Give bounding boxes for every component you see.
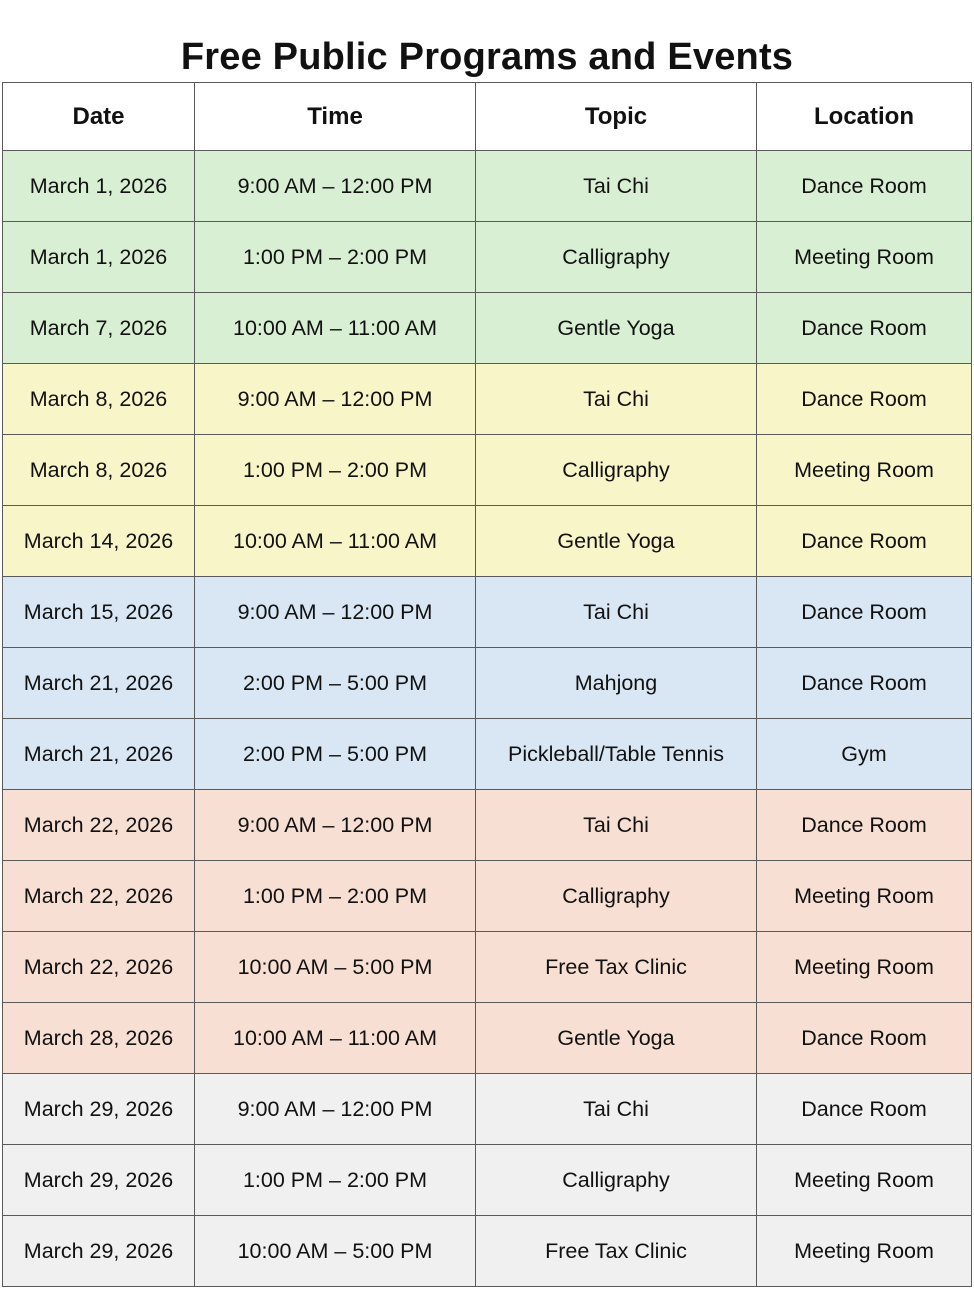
- events-table: [2, 82, 972, 1287]
- table-row: [3, 1216, 972, 1287]
- date-cell: March 7, 2026: [3, 293, 195, 364]
- location-cell: Meeting Room: [757, 1216, 972, 1287]
- location-cell: Dance Room: [757, 293, 972, 364]
- date-cell: March 8, 2026: [3, 435, 195, 506]
- column-header-location: Location: [757, 83, 972, 151]
- time-cell: 10:00 AM – 11:00 AM: [195, 1003, 476, 1074]
- topic-cell: Tai Chi: [476, 577, 757, 648]
- date-cell: March 8, 2026: [3, 364, 195, 435]
- topic-cell: Calligraphy: [476, 222, 757, 293]
- table-row: [3, 932, 972, 1003]
- date-cell: March 21, 2026: [3, 648, 195, 719]
- location-cell: Meeting Room: [757, 861, 972, 932]
- topic-cell: Calligraphy: [476, 435, 757, 506]
- location-cell: Meeting Room: [757, 222, 972, 293]
- location-cell: Dance Room: [757, 1003, 972, 1074]
- location-cell: Dance Room: [757, 790, 972, 861]
- time-cell: 1:00 PM – 2:00 PM: [195, 1145, 476, 1216]
- date-cell: March 1, 2026: [3, 151, 195, 222]
- time-cell: 10:00 AM – 5:00 PM: [195, 932, 476, 1003]
- location-cell: Dance Room: [757, 151, 972, 222]
- table-body: [3, 151, 972, 1287]
- time-cell: 9:00 AM – 12:00 PM: [195, 151, 476, 222]
- location-cell: Meeting Room: [757, 932, 972, 1003]
- date-cell: March 22, 2026: [3, 861, 195, 932]
- table-row: [3, 1145, 972, 1216]
- table-row: [3, 719, 972, 790]
- time-cell: 9:00 AM – 12:00 PM: [195, 577, 476, 648]
- column-header-date: Date: [3, 83, 195, 151]
- date-cell: March 14, 2026: [3, 506, 195, 577]
- topic-cell: Pickleball/Table Tennis: [476, 719, 757, 790]
- topic-cell: Gentle Yoga: [476, 1003, 757, 1074]
- location-cell: Meeting Room: [757, 1145, 972, 1216]
- topic-cell: Free Tax Clinic: [476, 1216, 757, 1287]
- time-cell: 1:00 PM – 2:00 PM: [195, 435, 476, 506]
- date-cell: March 29, 2026: [3, 1216, 195, 1287]
- time-cell: 9:00 AM – 12:00 PM: [195, 364, 476, 435]
- date-cell: March 1, 2026: [3, 222, 195, 293]
- time-cell: 10:00 AM – 11:00 AM: [195, 293, 476, 364]
- topic-cell: Tai Chi: [476, 364, 757, 435]
- topic-cell: Calligraphy: [476, 1145, 757, 1216]
- table-row: [3, 222, 972, 293]
- date-cell: March 28, 2026: [3, 1003, 195, 1074]
- date-cell: March 22, 2026: [3, 790, 195, 861]
- topic-cell: Tai Chi: [476, 1074, 757, 1145]
- location-cell: Dance Room: [757, 1074, 972, 1145]
- time-cell: 2:00 PM – 5:00 PM: [195, 648, 476, 719]
- topic-cell: Tai Chi: [476, 151, 757, 222]
- page-title: Free Public Programs and Events: [180, 36, 794, 79]
- table-row: [3, 435, 972, 506]
- location-cell: Dance Room: [757, 648, 972, 719]
- location-cell: Gym: [757, 719, 972, 790]
- date-cell: March 22, 2026: [3, 932, 195, 1003]
- header-row: [3, 83, 972, 151]
- date-cell: March 21, 2026: [3, 719, 195, 790]
- table-row: [3, 151, 972, 222]
- time-cell: 1:00 PM – 2:00 PM: [195, 861, 476, 932]
- table-row: [3, 648, 972, 719]
- date-cell: March 29, 2026: [3, 1145, 195, 1216]
- topic-cell: Gentle Yoga: [476, 506, 757, 577]
- table-header: [3, 83, 972, 151]
- table-row: [3, 1074, 972, 1145]
- time-cell: 9:00 AM – 12:00 PM: [195, 1074, 476, 1145]
- table-row: [3, 1003, 972, 1074]
- table-row: [3, 577, 972, 648]
- topic-cell: Calligraphy: [476, 861, 757, 932]
- topic-cell: Tai Chi: [476, 790, 757, 861]
- topic-cell: Gentle Yoga: [476, 293, 757, 364]
- time-cell: 9:00 AM – 12:00 PM: [195, 790, 476, 861]
- time-cell: 10:00 AM – 11:00 AM: [195, 506, 476, 577]
- table-row: [3, 790, 972, 861]
- topic-cell: Free Tax Clinic: [476, 932, 757, 1003]
- column-header-topic: Topic: [476, 83, 757, 151]
- date-cell: March 15, 2026: [3, 577, 195, 648]
- time-cell: 2:00 PM – 5:00 PM: [195, 719, 476, 790]
- date-cell: March 29, 2026: [3, 1074, 195, 1145]
- table-row: [3, 364, 972, 435]
- time-cell: 1:00 PM – 2:00 PM: [195, 222, 476, 293]
- table-row: [3, 861, 972, 932]
- location-cell: Dance Room: [757, 364, 972, 435]
- location-cell: Dance Room: [757, 577, 972, 648]
- table-row: [3, 293, 972, 364]
- location-cell: Meeting Room: [757, 435, 972, 506]
- location-cell: Dance Room: [757, 506, 972, 577]
- table-row: [3, 506, 972, 577]
- column-header-time: Time: [195, 83, 476, 151]
- topic-cell: Mahjong: [476, 648, 757, 719]
- time-cell: 10:00 AM – 5:00 PM: [195, 1216, 476, 1287]
